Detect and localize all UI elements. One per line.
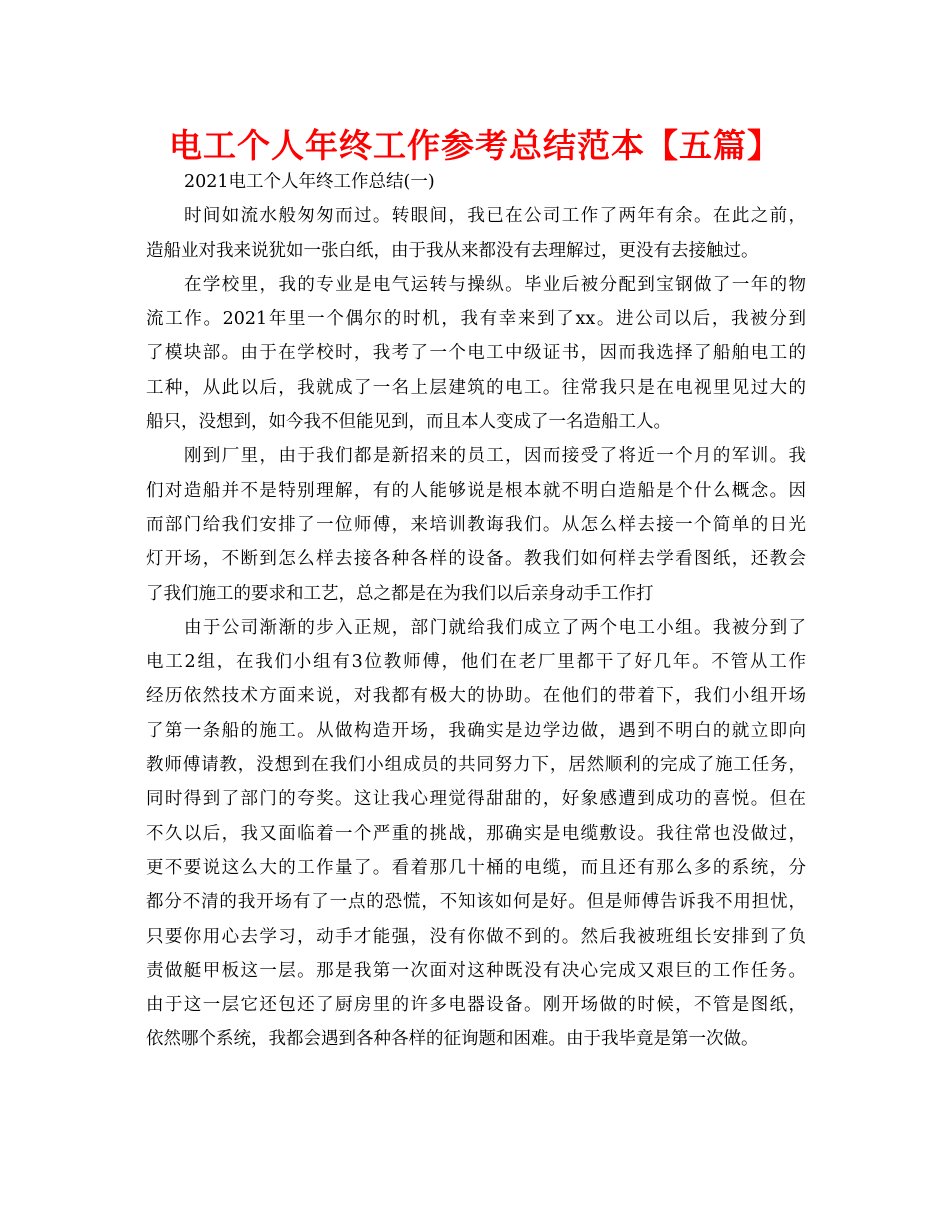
paragraph	[146, 611, 806, 1057]
text-line: 了我们施工的要求和工艺，总之都是在为我们以后亲身动手工作打	[146, 583, 654, 604]
text-line: 了模块部。由于在学校时，我考了一个电工中级证书，因而我选择了船舶电工的	[146, 343, 806, 364]
document-body	[146, 165, 806, 1057]
text-line: 更不要说这么大的工作量了。看着那几十桶的电缆，而且还有那么多的系统，分	[146, 857, 806, 878]
text-line: 电工2组，在我们小组有3位教师傅，他们在老厂里都干了好几年。不管从工作	[146, 652, 806, 673]
text-line: 时间如流水般匆匆而过。转眼间，我已在公司工作了两年有余。在此之前，	[184, 206, 806, 227]
text-line: 由于这一层它还包还了厨房里的许多电器设备。刚开场做的时候，不管是图纸，	[146, 995, 806, 1016]
text-line: 责做艇甲板这一层。那是我第一次面对这种既没有决心完成又艰巨的工作任务。	[146, 960, 806, 981]
section-subtitle: 2021电工个人年终工作总结(一)	[184, 172, 435, 192]
text-line: 们对造船并不是特别理解，有的人能够说是根本就不明白造船是个什么概念。因	[146, 480, 806, 501]
text-line: 由于公司渐渐的步入正规，部门就给我们成立了两个电工小组。我被分到了	[184, 617, 806, 638]
text-line: 不久以后，我又面临着一个严重的挑战，那确实是电缆敷设。我往常也没做过，	[146, 823, 806, 844]
text-line: 教师傅请教，没想到在我们小组成员的共同努力下，居然顺利的完成了施工任务，	[146, 755, 806, 776]
paragraph	[146, 439, 806, 610]
text-line: 灯开场，不断到怎么样去接各种各样的设备。教我们如何样去学看图纸，还教会	[146, 549, 806, 570]
text-line: 刚到厂里，由于我们都是新招来的员工，因而接受了将近一个月的军训。我	[184, 446, 806, 467]
text-line: 了第一条船的施工。从做构造开场，我确实是边学边做，遇到不明白的就立即向	[146, 720, 806, 741]
text-line: 依然哪个系统，我都会遇到各种各样的征询题和困难。由于我毕竟是第一次做。	[146, 1029, 759, 1050]
text-line: 而部门给我们安排了一位师傅，来培训教诲我们。从怎么样去接一个简单的日光	[146, 514, 806, 535]
text-line: 经历依然技术方面来说，对我都有极大的协助。在他们的带着下，我们小组开场	[146, 686, 806, 707]
text-line: 同时得到了部门的夸奖。这让我心理觉得甜甜的，好象感遭到成功的喜悦。但在	[146, 789, 806, 810]
document-title: 电工个人年终工作参考总结范本【五篇】	[169, 126, 781, 165]
text-line: 造船业对我来说犹如一张白纸，由于我从来都没有去理解过，更没有去接触过。	[146, 240, 759, 261]
text-line: 流工作。2021年里一个偶尔的时机，我有幸来到了xx。进公司以后，我被分到	[146, 309, 806, 330]
text-line: 工种，从此以后，我就成了一名上层建筑的电工。往常我只是在电视里见过大的	[146, 377, 806, 398]
paragraph	[146, 199, 806, 268]
paragraph	[146, 268, 806, 439]
text-line: 船只，没想到，如今我不但能见到，而且本人变成了一名造船工人。	[146, 412, 671, 433]
text-line: 在学校里，我的专业是电气运转与操纵。毕业后被分配到宝钢做了一年的物	[184, 274, 806, 295]
text-line: 都分不清的我开场有了一点的恐慌，不知该如何是好。但是师傅告诉我不用担忧，	[146, 892, 806, 913]
text-line: 只要你用心去学习，动手才能强，没有你做不到的。然后我被班组长安排到了负	[146, 926, 806, 947]
